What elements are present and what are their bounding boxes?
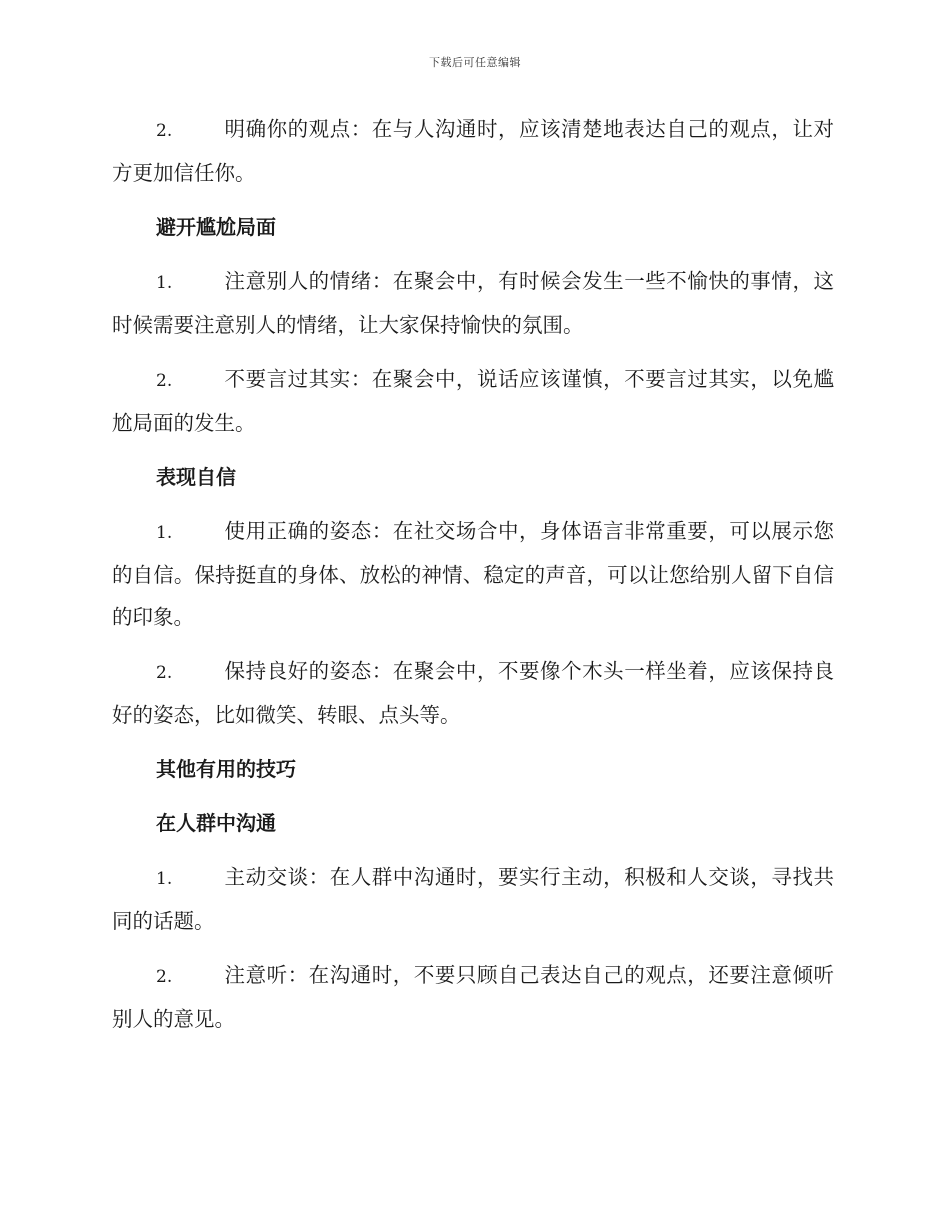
section-heading: 避开尴尬局面 bbox=[156, 215, 276, 239]
list-item bbox=[112, 358, 834, 444]
section-heading: 表现自信 bbox=[156, 465, 236, 489]
list-text: 注意别人的情绪：在聚会中，有时候会发生一些不愉快的事情，这时候需要注意别人的情绪，让大家保持愉快的氛围。 bbox=[112, 269, 834, 337]
list-item bbox=[112, 650, 834, 736]
list-item bbox=[112, 954, 834, 1040]
list-text: 保持良好的姿态：在聚会中，不要像个木头一样坐着，应该保持良好的姿态，比如微笑、转眼、点头等。 bbox=[112, 659, 834, 727]
list-number: 1. bbox=[156, 273, 173, 293]
section-heading: 其他有用的技巧 bbox=[156, 757, 296, 781]
list-number: 2. bbox=[156, 121, 173, 141]
list-number: 2. bbox=[156, 663, 173, 683]
list-item bbox=[112, 510, 834, 638]
list-item bbox=[112, 260, 834, 346]
list-text: 主动交谈：在人群中沟通时，要实行主动，积极和人交谈，寻找共同的话题。 bbox=[112, 865, 834, 933]
list-item bbox=[112, 108, 834, 194]
page-header: 下载后可任意编辑 bbox=[429, 56, 521, 69]
list-text: 不要言过其实：在聚会中，说话应该谨慎，不要言过其实，以免尴尬局面的发生。 bbox=[112, 367, 834, 435]
list-number: 2. bbox=[156, 371, 173, 391]
list-text: 注意听：在沟通时，不要只顾自己表达自己的观点，还要注意倾听别人的意见。 bbox=[112, 963, 834, 1031]
list-text: 明确你的观点：在与人沟通时，应该清楚地表达自己的观点，让对方更加信任你。 bbox=[112, 117, 834, 185]
list-item bbox=[112, 856, 834, 942]
list-number: 2. bbox=[156, 967, 173, 987]
list-number: 1. bbox=[156, 869, 173, 889]
list-number: 1. bbox=[156, 523, 173, 543]
list-text: 使用正确的姿态：在社交场合中，身体语言非常重要，可以展示您的自信。保持挺直的身体、放松的神情、稳定的声音，可以让您给别人留下自信的印象。 bbox=[112, 519, 834, 629]
document-body bbox=[112, 108, 834, 1052]
section-heading: 在人群中沟通 bbox=[156, 811, 276, 835]
